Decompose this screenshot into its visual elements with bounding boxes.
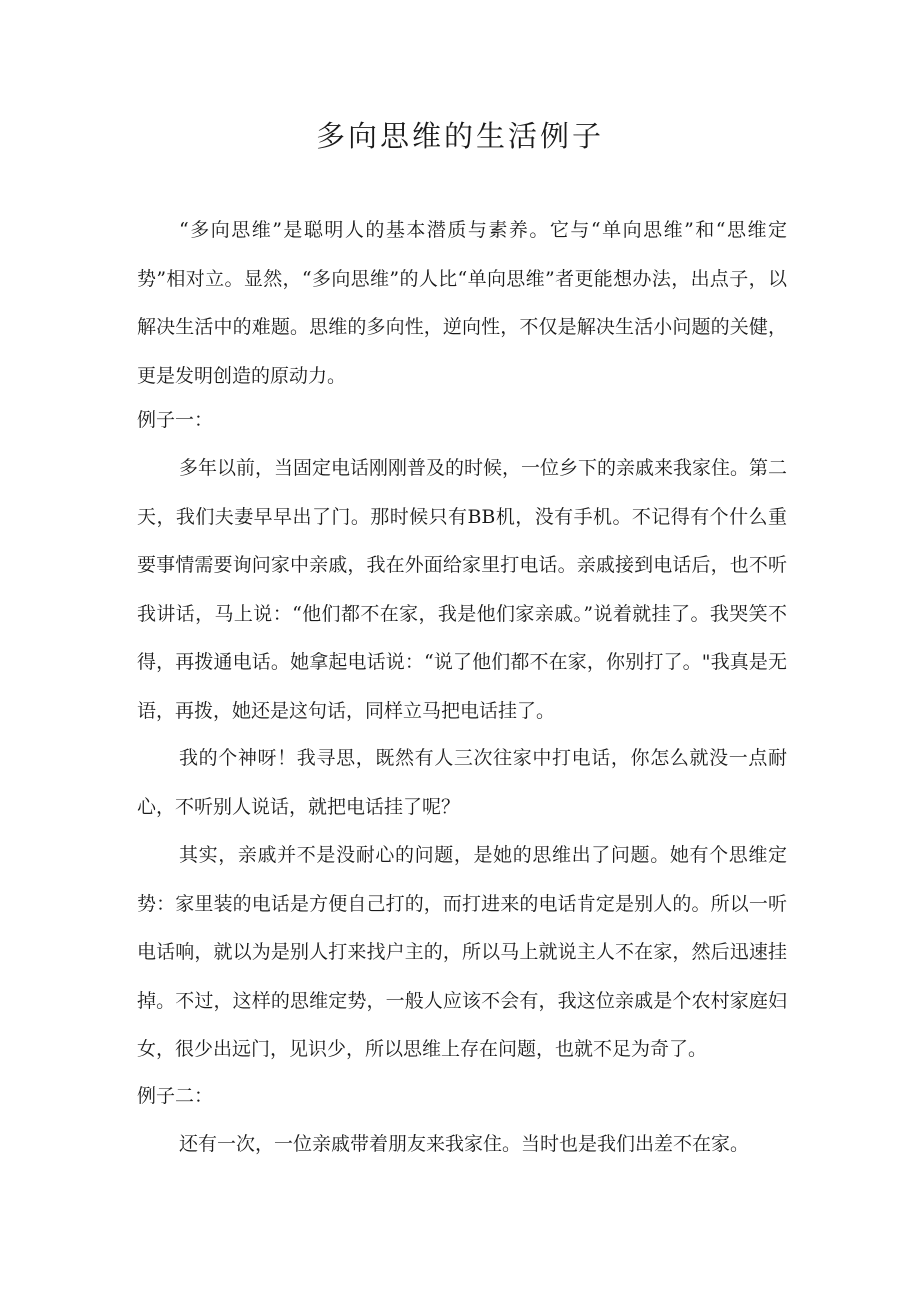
intro-paragraph: “多向思维”是聪明人的基本潜质与素养。它与“单向思维”和“思维定势”相对立。显然，“多向思维”的人比“单向思维”者更能想办法，出点子，以解决生活中的难题。思维的多向性，逆向性，不仅是解决生活小问题的关健，更是发明创造的原动力。 [137, 219, 787, 387]
example-one-paragraph-1: 多年以前，当固定电话刚刚普及的时候，一位乡下的亲戚来我家住。第二天，我们夫妻早早出了门。那时候只有BB机，没有手机。不记得有个什么重要事情需要询问家中亲戚，我在外面给家里打电话。亲戚接到电话后，也不听我讲话，马上说：“他们都不在家，我是他们家亲戚。”说着就挂了。我哭笑不得，再拨通电话。她拿起电话说：“说了他们都不在家，你别打了。"我真是无语，再拨，她还是这句话，同样立马把电话挂了。 [137, 457, 788, 722]
example-two-paragraph-1: 还有一次，一位亲戚带着朋友来我家住。当时也是我们出差不在家。 [179, 1133, 750, 1155]
example-one-heading: 例子一： [137, 409, 214, 431]
page-title: 多向思维的生活例子 [315, 119, 604, 153]
example-two-heading: 例子二： [137, 1085, 214, 1107]
example-one-paragraph-3: 其实，亲戚并不是没耐心的问题，是她的思维出了问题。她有个思维定势：家里装的电话是方便自己打的，而打进来的电话肯定是别人的。所以一听电话响，就以为是别人打来找户主的，所以马上就说主人不在家，然后迅速挂掉。不过，这样的思维定势，一般人应该不会有，我这位亲戚是个农村家庭妇女，很少出远门，见识少，所以思维上存在问题，也就不足为奇了。 [137, 844, 787, 1060]
example-one-paragraph-2: 我的个神呀！我寻思，既然有人三次往家中打电话，你怎么就没一点耐心，不听别人说话，就把电话挂了呢？ [137, 747, 787, 818]
